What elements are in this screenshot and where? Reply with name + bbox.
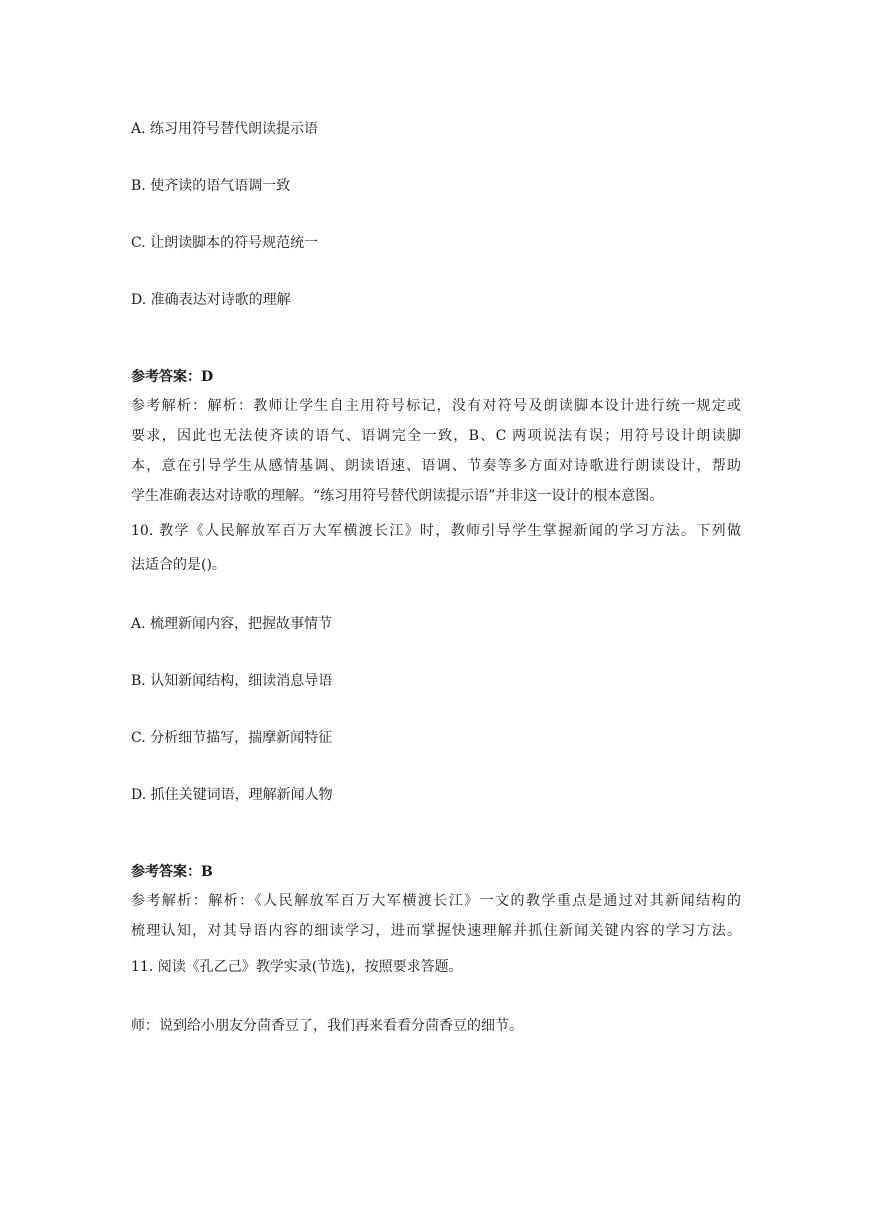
q9-analysis-line-2: 要求，因此也无法使齐读的语气、语调完全一致，B、C 两项说法有误；用符号设计朗读脚 bbox=[131, 428, 741, 444]
q10-option-a: A. 梳理新闻内容，把握故事情节 bbox=[131, 616, 333, 632]
q9-option-a: A. 练习用符号替代朗读提示语 bbox=[131, 121, 319, 137]
q10-analysis-line-2: 梳理认知，对其导语内容的细读学习，进而掌握快速理解并抓住新闻关键内容的学习方法。 bbox=[131, 923, 741, 939]
q10-stem-line-2: 法适合的是()。 bbox=[131, 557, 226, 573]
q9-option-b: B. 使齐读的语气语调一致 bbox=[131, 178, 291, 194]
q9-answer: 参考答案：D bbox=[131, 369, 214, 385]
q10-option-c: C. 分析细节描写，揣摩新闻特征 bbox=[131, 730, 333, 746]
q9-analysis-line-4: 学生准确表达对诗歌的理解。“练习用符号替代朗读提示语”并非这一设计的根本意图。 bbox=[131, 488, 664, 504]
q10-option-b: B. 认知新闻结构，细读消息导语 bbox=[131, 673, 333, 689]
q10-stem-line-1: 10. 教学《人民解放军百万大军横渡长江》时，教师引导学生掌握新闻的学习方法。下列做 bbox=[131, 523, 741, 539]
q9-option-d: D. 准确表达对诗歌的理解 bbox=[131, 292, 291, 308]
q11-stem: 11. 阅读《孔乙己》教学实录(节选)，按照要求答题。 bbox=[131, 959, 463, 975]
q9-option-c: C. 让朗读脚本的符号规范统一 bbox=[131, 235, 319, 251]
q10-analysis-line-1: 参考解析：解析：《人民解放军百万大军横渡长江》一文的教学重点是通过对其新闻结构的 bbox=[131, 893, 741, 909]
q9-analysis-line-1: 参考解析：解析：教师让学生自主用符号标记，没有对符号及朗读脚本设计进行统一规定或 bbox=[131, 398, 741, 414]
q9-analysis-line-3: 本，意在引导学生从感情基调、朗读语速、语调、节奏等多方面对诗歌进行朗读设计，帮助 bbox=[131, 458, 741, 474]
q10-answer: 参考答案：B bbox=[131, 864, 213, 880]
q10-option-d: D. 抓住关键词语，理解新闻人物 bbox=[131, 787, 333, 803]
q11-teacher-line: 师：说到给小朋友分茴香豆了，我们再来看看分茴香豆的细节。 bbox=[131, 1018, 523, 1034]
